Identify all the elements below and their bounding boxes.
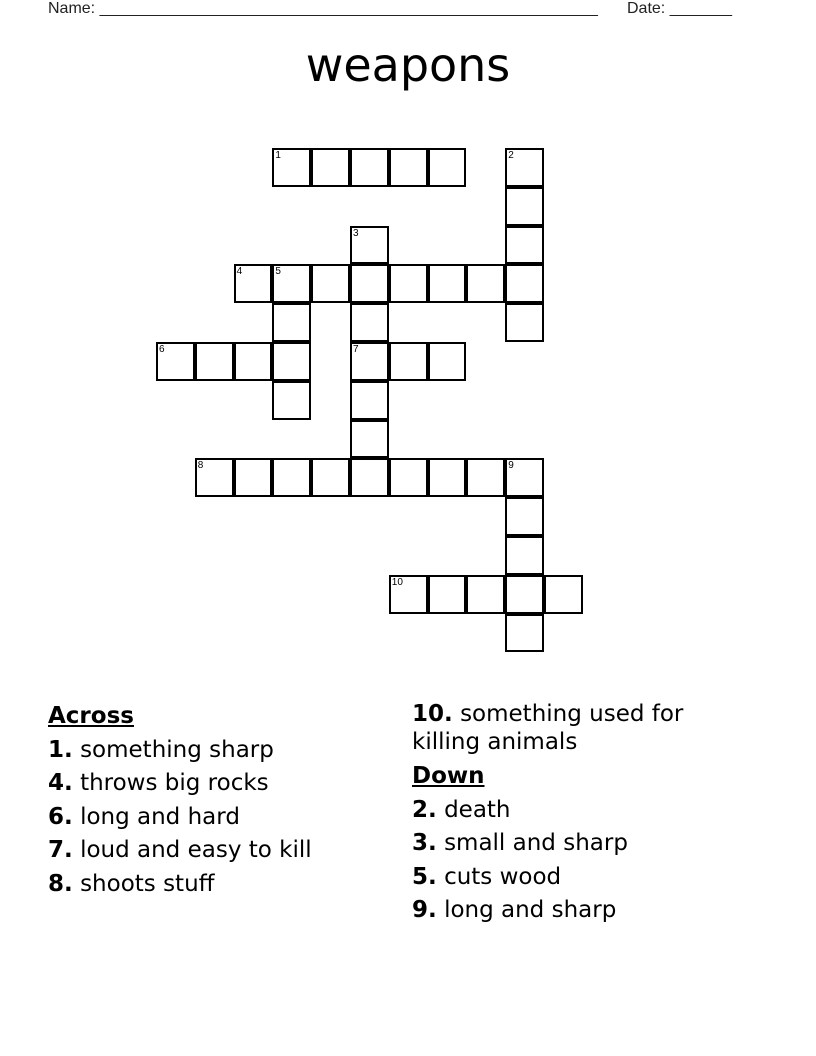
- name-field-line[interactable]: Name: ________________________________________________________: [48, 0, 598, 17]
- clues-column-right: [412, 700, 742, 928]
- grid-cell[interactable]: [428, 264, 467, 303]
- clue-text: long and sharp: [444, 897, 617, 923]
- grid-cell[interactable]: [505, 187, 544, 226]
- grid-cell[interactable]: [272, 148, 311, 187]
- grid-cell[interactable]: [350, 381, 389, 420]
- grid-cell[interactable]: [428, 342, 467, 381]
- grid-cell[interactable]: [544, 575, 583, 614]
- clue-number: 5.: [412, 863, 437, 890]
- clue-number: 6.: [48, 803, 73, 830]
- grid-cell[interactable]: [234, 264, 273, 303]
- clue-text: something used for killing animals: [412, 701, 684, 755]
- grid-cell[interactable]: [428, 458, 467, 497]
- grid-cell[interactable]: [389, 148, 428, 187]
- cell-number: 6: [159, 344, 165, 355]
- cell-number: 1: [275, 150, 281, 161]
- grid-cell[interactable]: [505, 497, 544, 536]
- grid-cell[interactable]: [272, 381, 311, 420]
- clue-text: loud and easy to kill: [80, 837, 312, 863]
- cell-number: 4: [236, 266, 243, 278]
- down-clue-9: [412, 894, 742, 928]
- cell-number: 7: [353, 344, 359, 355]
- grid-cell[interactable]: [350, 458, 389, 497]
- grid-cell[interactable]: [272, 458, 311, 497]
- grid-cell[interactable]: [389, 264, 428, 303]
- clue-number: 10.: [412, 701, 453, 727]
- down-clue-5: [412, 861, 742, 895]
- grid-cell[interactable]: [505, 458, 544, 497]
- grid-cell[interactable]: [428, 575, 467, 614]
- grid-cell[interactable]: [350, 420, 389, 459]
- across-clue-6: [48, 801, 378, 835]
- grid-cell[interactable]: [505, 536, 544, 575]
- grid-cell[interactable]: [195, 458, 234, 497]
- grid-cell[interactable]: [389, 575, 428, 614]
- grid-cell[interactable]: [505, 264, 544, 303]
- grid-cell[interactable]: [505, 303, 544, 342]
- grid-cell[interactable]: [505, 148, 544, 187]
- grid-cell[interactable]: [272, 342, 311, 381]
- cell-number: 2: [508, 150, 514, 161]
- clue-number: 1.: [48, 736, 73, 763]
- clue-text: long and hard: [80, 803, 240, 830]
- grid-cell[interactable]: [466, 264, 505, 303]
- grid-cell[interactable]: [350, 264, 389, 303]
- grid-cell[interactable]: [389, 342, 428, 381]
- grid-cell[interactable]: [505, 575, 544, 614]
- date-field-line[interactable]: Date: _______: [627, 0, 732, 17]
- grid-cell[interactable]: [466, 575, 505, 614]
- across-clue-4: [48, 767, 378, 801]
- page-title: weapons: [305, 38, 511, 92]
- grid-cell[interactable]: [311, 264, 350, 303]
- across-clue-7: [48, 834, 378, 868]
- grid-cell[interactable]: [428, 148, 467, 187]
- cell-number: 3: [353, 227, 359, 239]
- cell-number: 10: [391, 576, 403, 588]
- grid-cell[interactable]: [466, 458, 505, 497]
- down-heading: Down: [412, 763, 485, 789]
- clue-text: shoots stuff: [80, 870, 215, 897]
- clue-number: 3.: [412, 830, 437, 856]
- grid-cell[interactable]: [234, 342, 273, 381]
- grid-cell[interactable]: [272, 303, 311, 342]
- grid-cell[interactable]: [156, 342, 195, 381]
- down-clue-2: [412, 794, 742, 828]
- across-clue-10: [412, 700, 742, 756]
- cell-number: 5: [275, 266, 281, 278]
- grid-cell[interactable]: [272, 264, 311, 303]
- grid-cell[interactable]: [350, 342, 389, 381]
- grid-cell[interactable]: [505, 226, 544, 265]
- clue-number: 7.: [48, 837, 73, 863]
- clue-text: cuts wood: [444, 863, 562, 890]
- clue-text: death: [444, 796, 511, 823]
- clue-text: small and sharp: [444, 830, 628, 856]
- clue-number: 2.: [412, 796, 437, 823]
- grid-cell[interactable]: [389, 458, 428, 497]
- grid-cell[interactable]: [234, 458, 273, 497]
- cell-number: 9: [508, 460, 514, 472]
- clue-text: something sharp: [80, 736, 274, 763]
- grid-cell[interactable]: [505, 614, 544, 653]
- clue-number: 8.: [48, 870, 73, 897]
- clue-number: 9.: [412, 897, 437, 923]
- across-clue-8: [48, 868, 378, 902]
- grid-cell[interactable]: [311, 458, 350, 497]
- clue-text: throws big rocks: [80, 770, 269, 796]
- across-clue-1: [48, 734, 378, 768]
- clues-column-left: [48, 700, 378, 901]
- grid-cell[interactable]: [311, 148, 350, 187]
- down-clue-3: [412, 827, 742, 861]
- across-heading: Across: [48, 703, 134, 729]
- grid-cell[interactable]: [195, 342, 234, 381]
- grid-cell[interactable]: [350, 303, 389, 342]
- grid-cell[interactable]: [350, 226, 389, 265]
- grid-cell[interactable]: [350, 148, 389, 187]
- clue-number: 4.: [48, 770, 73, 796]
- cell-number: 8: [197, 460, 204, 472]
